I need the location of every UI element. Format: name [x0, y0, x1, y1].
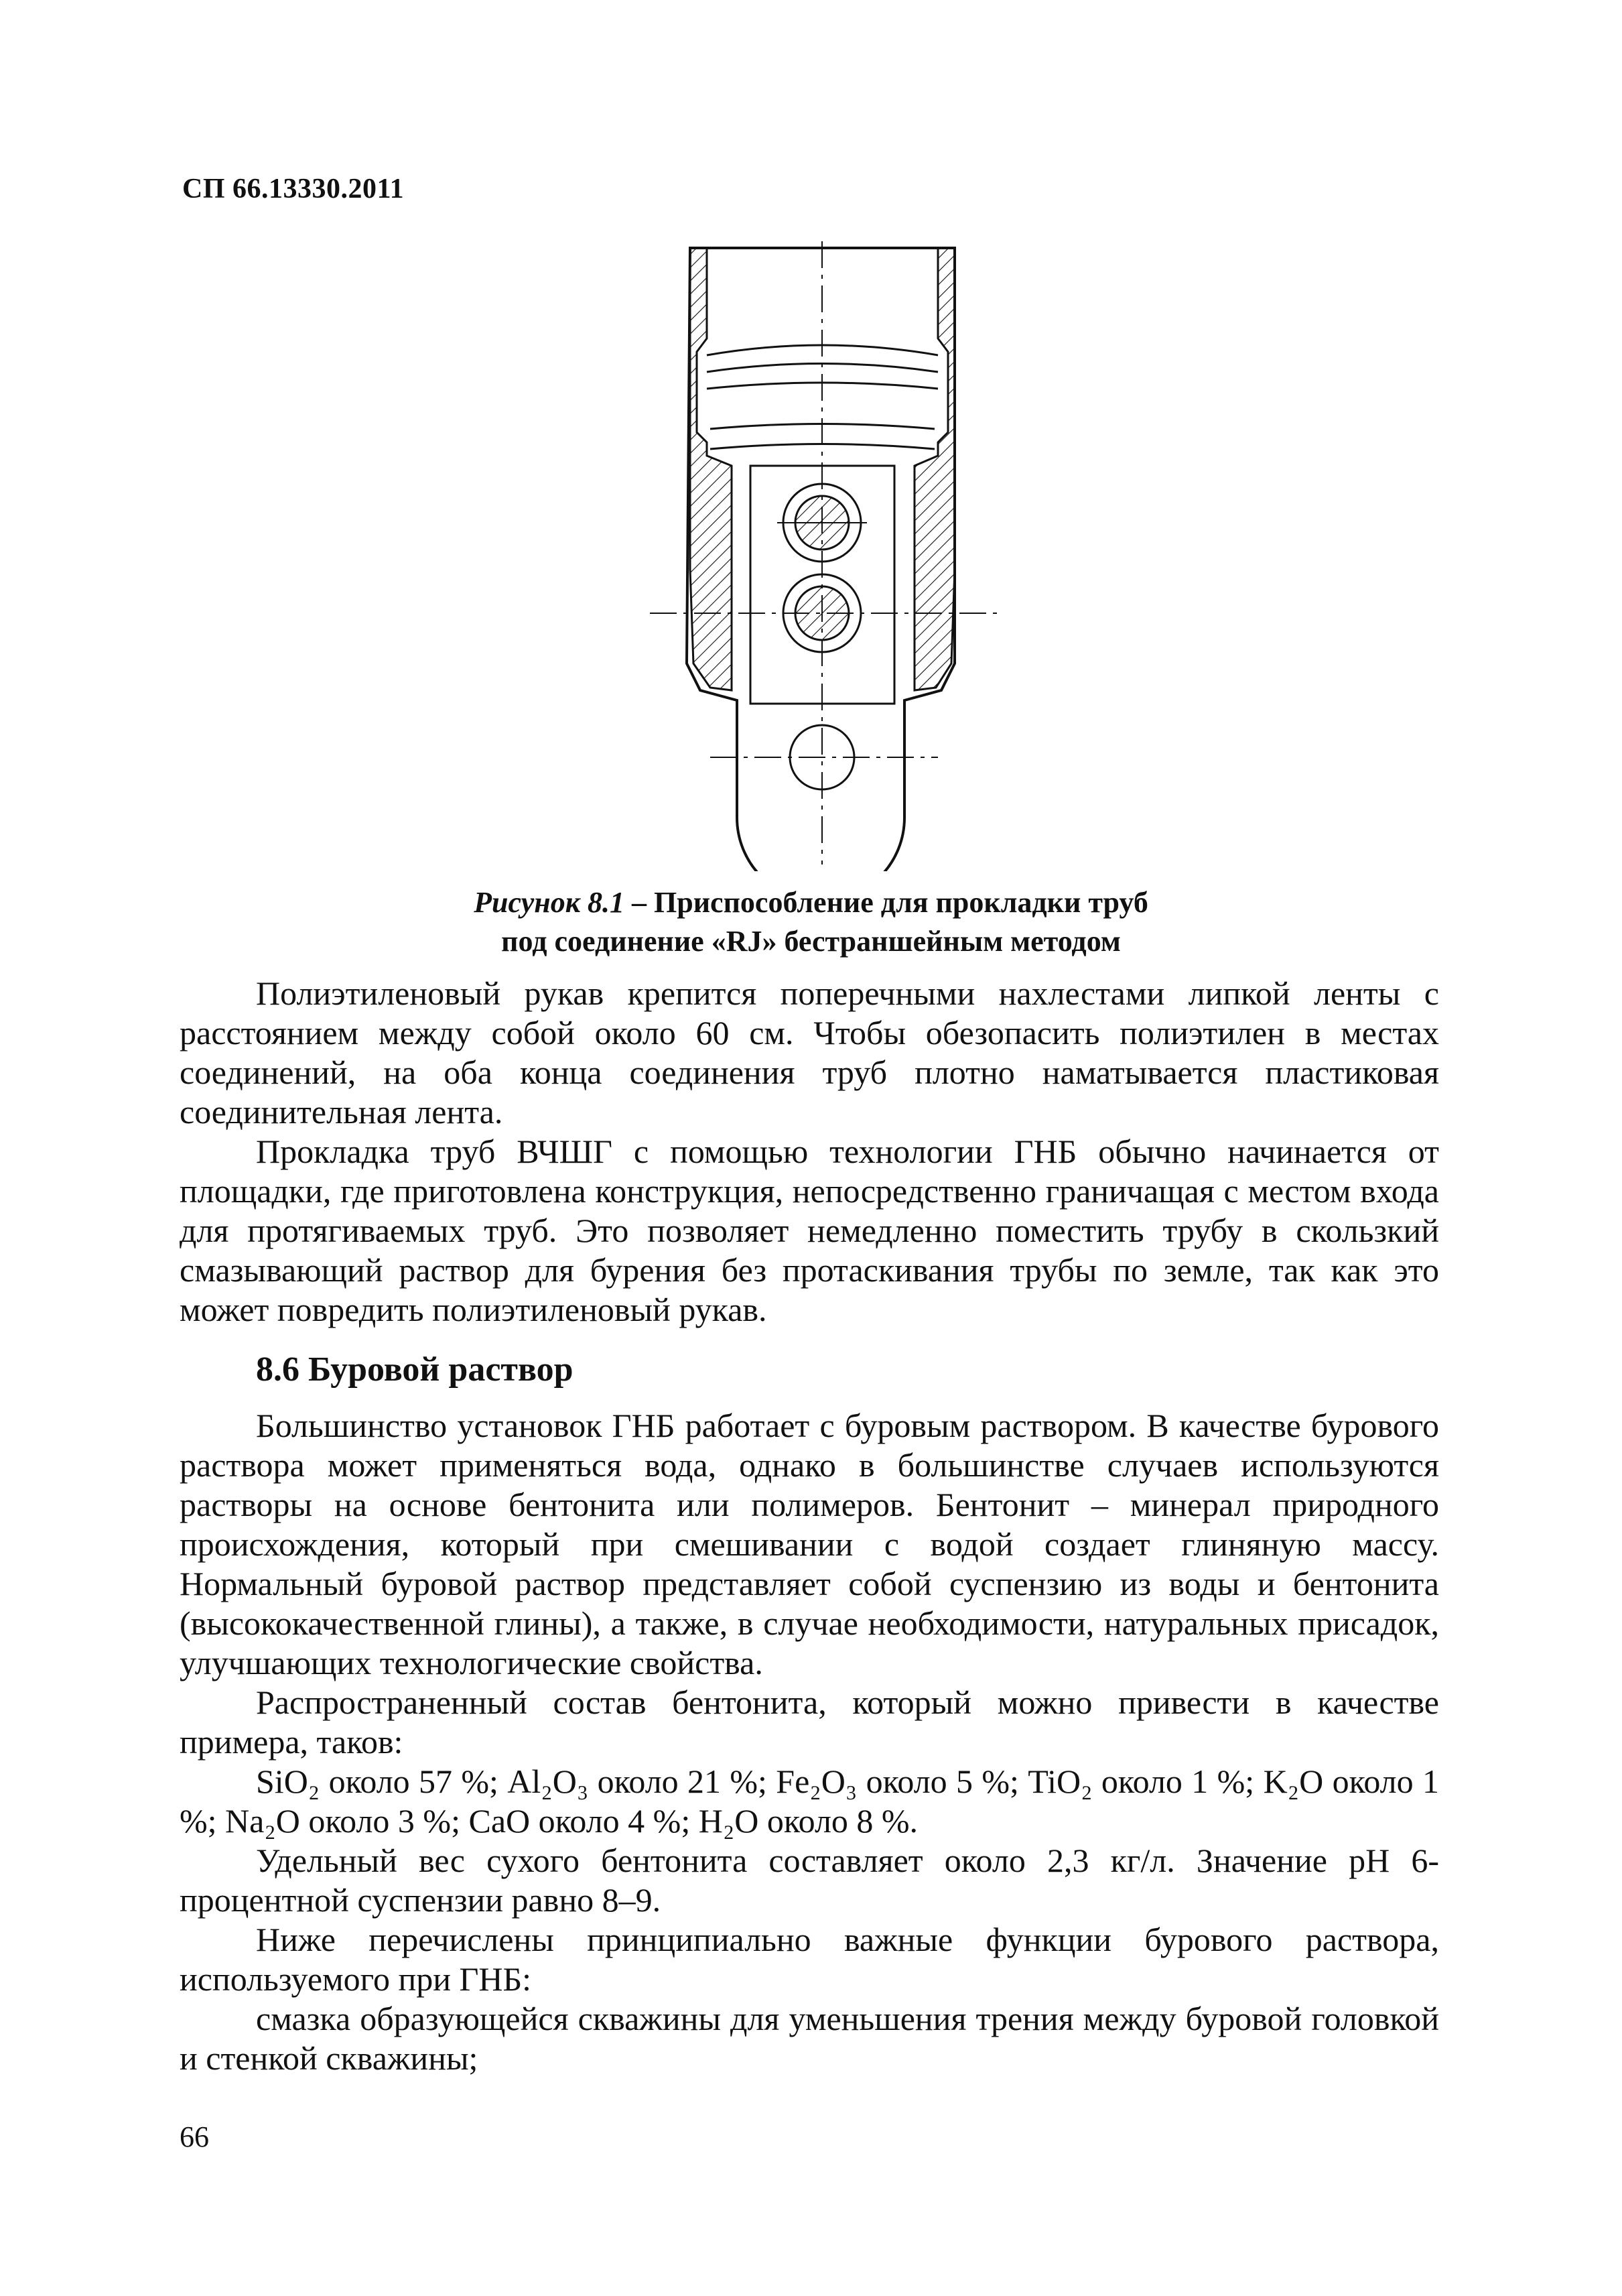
pipe-pulling-device-drawing — [643, 235, 1005, 871]
document-header: СП 66.13330.2011 — [182, 174, 405, 204]
paragraph: Полиэтиленовый рукав крепится поперечными нахлестами липкой ленты с расстоянием между собой около 60 см. Чтобы обезопасить полиэтилен в местах соединений, на оба конца соединения труб плотно наматывается пластиковая соединительная лента. — [180, 974, 1439, 1131]
paragraph: Большинство установок ГНБ работает с буровым раствором. В качестве бурового раствора может применяться вода, однако в большинстве случаев используются растворы на основе бентонита или полимеров. Бентонит – минерал природного происхождения, который при смешивании с водой создает глиняную массу. Нормальный буровой раствор представляет собой суспензию из воды и бентонита (высококачественной глины), а также, в случае необходимости, натуральных присадок, улучшающих технологические свойства. — [180, 1407, 1439, 1681]
body-text-top — [180, 974, 1439, 1330]
figure-caption-number: Рисунок 8.1 — [474, 886, 624, 919]
paragraph: Удельный вес сухого бентонита составляет около 2,3 кг/л. Значение рН 6-процентной суспензии равно 8–9. — [180, 1842, 1439, 1919]
paragraph: Прокладка труб ВЧШГ с помощью технологии ГНБ обычно начинается от площадки, где приготовлена конструкция, непосредственно граничащая с местом входа для протягиваемых труб. Это позволяет немедленно поместить трубу в скользкий смазывающий раствор для бурения без протаскивания трубы по земле, так как это может повредить полиэтиленовый рукав. — [180, 1133, 1439, 1328]
figure-caption-line2: под соединение «RJ» бестраншейным методом — [501, 925, 1121, 958]
paragraph: Распространенный состав бентонита, который можно привести в качестве примера, таков: — [180, 1683, 1439, 1761]
figure-caption — [0, 883, 1622, 961]
section-heading: 8.6 Буровой раствор — [256, 1350, 573, 1389]
paragraph: Ниже перечислены принципиально важные функции бурового раствора, используемого при ГНБ: — [180, 1921, 1439, 1998]
page-number: 66 — [180, 2120, 209, 2153]
paragraph: смазка образующейся скважины для уменьшения трения между буровой головкой и стенкой скважины; — [180, 2000, 1439, 2077]
body-text-bottom — [180, 1406, 1439, 2078]
figure-caption-title: – Приспособление для прокладки труб — [624, 886, 1148, 919]
paragraph: SiO₂ около 57 %; Al₂O₃ около 21 %; Fe₂O₃ около 5 %; TiO₂ около 1 %; K₂O около 1 %; Na₂O около 3 %; CaO около 4 %; H₂O около 8 %. — [180, 1763, 1439, 1840]
